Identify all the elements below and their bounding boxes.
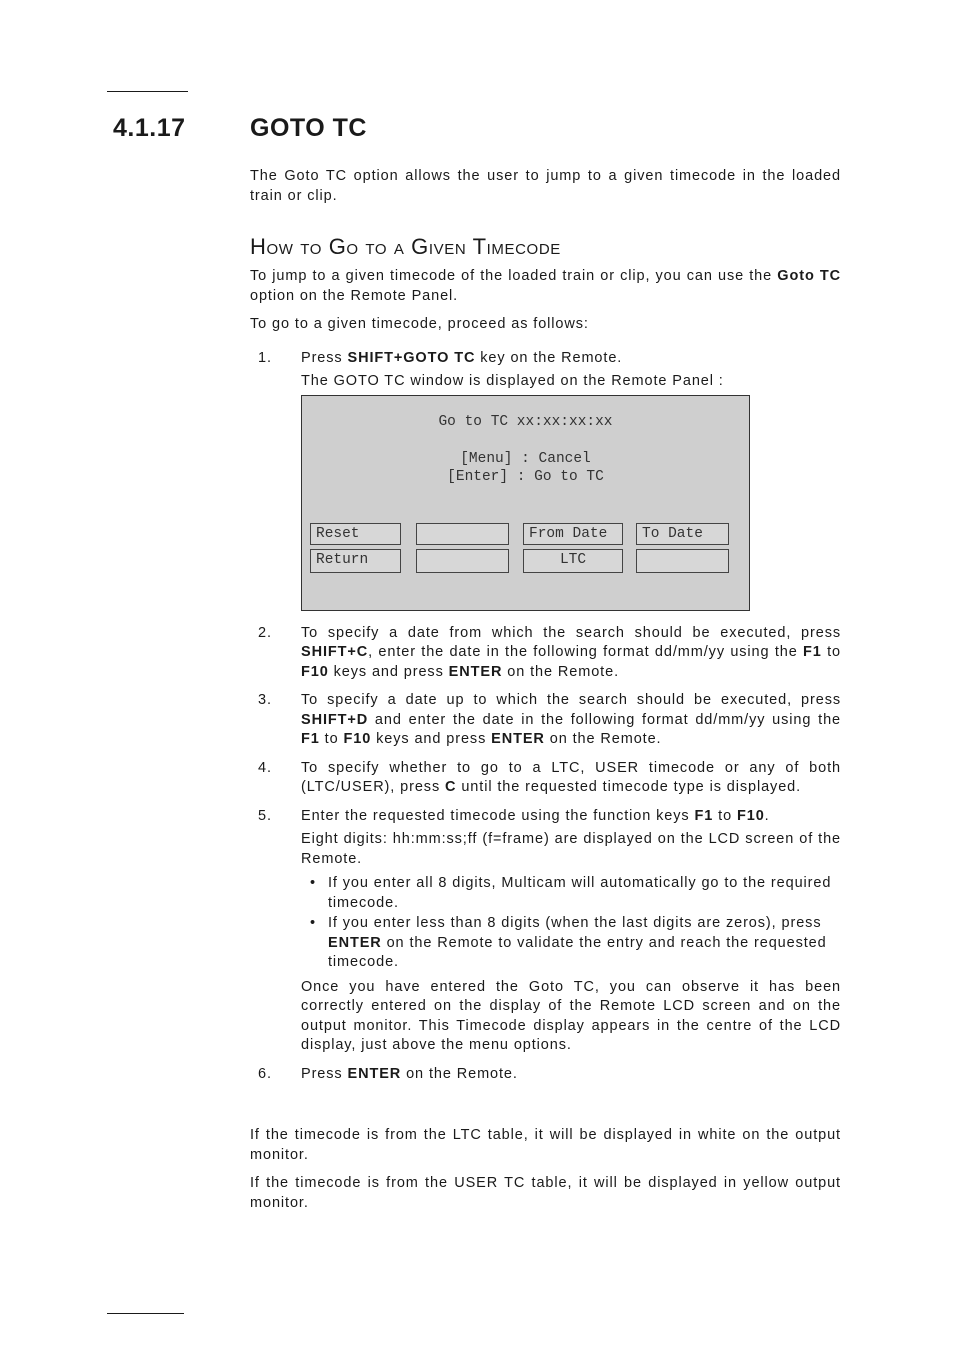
step-number: 1. [258, 349, 272, 366]
text: To specify whether to go to a LTC, USER timecode or any of both (LTC/USER), press [301, 759, 841, 795]
step-subtext: Once you have entered the Goto TC, you can observe it has been correctly entered on the display of the Remote LCD screen and on the output monitor. This Timecode display appears in the centre of the LCD display, just above the menu options. [301, 978, 841, 1053]
key-name: SHIFT+GOTO TC [347, 349, 476, 366]
key-name: F10 [343, 731, 372, 747]
text: on the Remote. [544, 731, 662, 747]
goto-tc-term: Goto TC [777, 268, 841, 284]
key-name: F1 [803, 644, 822, 660]
key-name: F10 [736, 807, 765, 824]
text: If you enter less than 8 digits (when the last digits are zeros), press [328, 915, 822, 931]
header-rule [107, 91, 188, 92]
text: Press [301, 349, 348, 366]
lcd-button-reset: Reset [310, 523, 401, 545]
bullet-item [301, 874, 841, 913]
bullet-list [301, 874, 841, 973]
step-number: 6. [258, 1065, 272, 1082]
lcd-button-to-date: To Date [636, 523, 729, 545]
step-3 [250, 691, 841, 750]
text: to [319, 731, 344, 747]
bullet-icon: • [310, 915, 316, 931]
lcd-menu-line: [Menu] : Cancel [460, 450, 591, 467]
step-1 [250, 349, 841, 611]
step-2 [250, 624, 841, 683]
section-title: GOTO TC [250, 114, 367, 142]
text: on the Remote. [502, 663, 619, 680]
lcd-enter-line: [Enter] : Go to TC [447, 468, 604, 485]
step-6 [250, 1065, 841, 1085]
key-name: F1 [694, 807, 714, 824]
lcd-button-ltc: LTC [523, 549, 623, 573]
step-number: 2. [258, 624, 272, 641]
key-name: SHIFT+D [301, 711, 369, 728]
step-text [301, 1065, 841, 1085]
intro-paragraph: The Goto TC option allows the user to jump to a given timecode in the loaded train or clip. [250, 168, 841, 204]
remote-lcd-window [301, 395, 750, 611]
text: option on the Remote Panel. [250, 287, 459, 304]
lcd-timecode-line: Go to TC xx:xx:xx:xx [438, 413, 613, 430]
footer-rule [107, 1313, 184, 1314]
subheading: How to Go to a Given Timecode [250, 234, 561, 259]
step-text [301, 691, 841, 750]
bullet-item [301, 914, 841, 973]
key-name: ENTER [448, 663, 503, 680]
text: keys and press [371, 731, 492, 747]
text: key on the Remote. [475, 349, 623, 366]
step-text [301, 624, 841, 683]
lcd-button-empty [636, 549, 729, 573]
key-name: ENTER [328, 934, 382, 951]
lcd-button-return: Return [310, 549, 401, 573]
step-text [301, 759, 841, 798]
step-subtext: Eight digits: hh:mm:ss;ff (f=frame) are displayed on the LCD screen of the Remote. [301, 831, 841, 867]
section-body [250, 167, 841, 1222]
lcd-button-from-date: From Date [523, 523, 623, 545]
key-name: ENTER [491, 731, 545, 747]
step-4 [250, 759, 841, 798]
procedure-steps [250, 349, 841, 1085]
step-subtext: The GOTO TC window is displayed on the Remote Panel : [301, 373, 724, 389]
ltc-paragraph: If the timecode is from the LTC table, it will be displayed in white on the output monitor. [250, 1127, 841, 1163]
text: on the Remote to validate the entry and reach the requested timecode. [328, 934, 827, 970]
text: Enter the requested timecode using the function keys [301, 807, 695, 824]
step-number: 3. [258, 692, 272, 708]
text: To jump to a given timecode of the loaded train or clip, you can use the [250, 268, 778, 284]
key-name: F1 [301, 731, 320, 747]
bullet-icon: • [310, 875, 316, 891]
step-number: 5. [258, 807, 272, 824]
key-name: SHIFT+C [301, 644, 369, 660]
section-number: 4.1.17 [113, 114, 186, 142]
text: until the requested timecode type is displayed. [456, 779, 802, 795]
text: . [764, 807, 770, 824]
lcd-button-empty [416, 549, 509, 573]
text: Press [301, 1065, 348, 1082]
step-text [301, 807, 841, 827]
text: to [713, 807, 737, 824]
key-name: F10 [301, 663, 329, 680]
text: To specify a date up to which the search should be executed, press [301, 692, 841, 708]
text: To specify a date from which the search should be executed, press [301, 624, 841, 641]
lcd-button-empty [416, 523, 509, 545]
text: , enter the date in the following format dd/mm/yy using the [368, 644, 804, 660]
step-text [301, 349, 841, 369]
key-name: ENTER [347, 1065, 402, 1082]
key-name: C [445, 779, 457, 795]
text: on the Remote. [401, 1065, 518, 1082]
output-monitor-notes [250, 1126, 841, 1213]
text: If you enter all 8 digits, Multicam will automatically go to the required timecode. [328, 875, 832, 911]
user-tc-paragraph: If the timecode is from the USER TC table, it will be displayed in yellow output monitor. [250, 1175, 841, 1211]
remote-panel-paragraph [250, 267, 841, 306]
text: keys and press [328, 663, 449, 680]
text: and enter the date in the following format dd/mm/yy using the [368, 711, 841, 728]
step-5 [250, 807, 841, 1056]
step-number: 4. [258, 759, 272, 776]
text: to [821, 644, 841, 660]
proceed-paragraph: To go to a given timecode, proceed as follows: [250, 316, 589, 332]
